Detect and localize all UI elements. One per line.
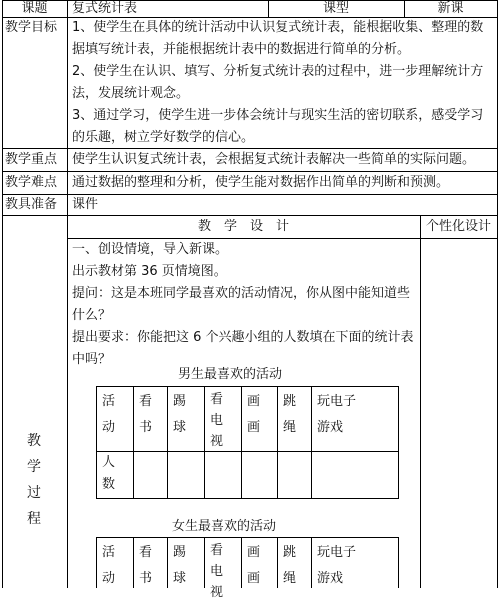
table1-line xyxy=(133,386,134,499)
prep-text: 课件 xyxy=(72,197,99,212)
table2-col-rope xyxy=(283,540,296,592)
row-line-4 xyxy=(2,194,498,195)
process-line: 提出要求：你能把这 6 个兴趣小组的人数填在下面的统计表 xyxy=(72,330,414,345)
table1-col-games xyxy=(317,389,356,441)
table2-line xyxy=(241,537,242,588)
prep-label: 教具准备 xyxy=(5,197,58,212)
key-points-label: 教学重点 xyxy=(5,152,58,167)
goals-line: 1、使学生在具体的统计活动中认识复式统计表，能根据收集、整理的数 xyxy=(72,20,484,35)
col-char: 画 xyxy=(247,545,261,560)
row-line-2 xyxy=(2,148,498,149)
row-line-3 xyxy=(2,171,498,172)
process-label-char: 教 xyxy=(27,433,41,449)
table1-title: 男生最喜欢的活动 xyxy=(178,367,283,382)
goals-line: 的乐趣，树立学好数学的信心。 xyxy=(72,130,255,145)
goals-line: 3、通过学习，使学生进一步体会统计与现实生活的密切联系，感受学习 xyxy=(72,108,484,123)
col-char: 游戏 xyxy=(317,420,344,435)
process-label-char: 学 xyxy=(27,459,41,475)
table2-col-activity xyxy=(102,540,115,592)
table1-line xyxy=(277,386,278,499)
process-line: 中吗？ xyxy=(72,352,112,367)
col-char: 画 xyxy=(247,571,261,586)
table1-col-rope xyxy=(283,389,296,441)
process-line: 出示教材第 36 页情境图。 xyxy=(72,264,227,279)
col-char: 玩电子 xyxy=(317,394,357,409)
table2-title: 女生最喜欢的活动 xyxy=(172,519,277,534)
table2-col-games xyxy=(317,540,356,592)
table2-col-drawing xyxy=(247,540,260,592)
table1-line xyxy=(398,386,399,499)
table1-line xyxy=(96,451,399,452)
table2-line xyxy=(96,537,97,588)
col-char: 书 xyxy=(139,420,153,435)
table1-line xyxy=(96,386,97,499)
type-label: 课型 xyxy=(322,1,349,16)
col-char: 活 xyxy=(102,394,116,409)
col-char: 跳 xyxy=(283,545,297,560)
table2-col-tv xyxy=(210,540,224,600)
col-char: 看 xyxy=(210,543,224,558)
col-char: 跳 xyxy=(283,394,297,409)
table1-line xyxy=(96,386,399,387)
frame-right xyxy=(497,0,498,588)
row-char: 数 xyxy=(102,477,116,492)
difficulties-label: 教学难点 xyxy=(5,175,58,190)
table2-col-reading xyxy=(139,540,152,592)
col-char: 玩电子 xyxy=(317,545,357,560)
table1-col-football xyxy=(173,389,186,441)
personal-divider xyxy=(420,215,421,588)
table2-line xyxy=(204,537,205,588)
col-char: 视 xyxy=(210,434,224,449)
process-line: 什么？ xyxy=(72,308,112,323)
process-label-char: 过 xyxy=(27,485,41,501)
col-char: 踢 xyxy=(173,394,187,409)
design-title: 教 学 设 计 xyxy=(197,219,289,234)
col-char: 书 xyxy=(139,571,153,586)
table1-col-drawing xyxy=(247,389,260,441)
topic-value: 复式统计表 xyxy=(72,1,138,16)
col-char: 球 xyxy=(173,420,187,435)
table2-line xyxy=(398,537,399,588)
goals-line: 2、使学生在认识、填写、分析复式统计表的过程中，进一步理解统计方 xyxy=(72,64,484,79)
table1-col-reading xyxy=(139,389,152,441)
table1-col-tv xyxy=(210,389,223,452)
col-char: 电 xyxy=(210,413,224,428)
table1-line xyxy=(167,386,168,499)
frame-left xyxy=(2,0,3,588)
col-char: 绳 xyxy=(283,420,297,435)
col-char: 踢 xyxy=(173,545,187,560)
table2-col-football xyxy=(173,540,186,592)
col-char: 看 xyxy=(139,394,153,409)
col-char: 活 xyxy=(102,545,116,560)
label-divider xyxy=(67,0,68,588)
col-char: 绳 xyxy=(283,571,297,586)
table1-line xyxy=(241,386,242,499)
table1-line xyxy=(96,498,399,499)
difficulties-text: 通过数据的整理和分析，使学生能对数据作出简单的判断和预测。 xyxy=(72,175,450,190)
personal-title: 个性化设计 xyxy=(425,219,491,234)
table2-line xyxy=(96,537,399,538)
col-char: 球 xyxy=(173,571,187,586)
row-line-1 xyxy=(2,17,498,18)
col-char: 看 xyxy=(210,392,224,407)
row-line-5 xyxy=(2,215,498,216)
table1-line xyxy=(311,386,312,499)
table2-line xyxy=(167,537,168,588)
table2-line xyxy=(311,537,312,588)
topic-label: 课题 xyxy=(21,1,48,16)
col-char: 视 xyxy=(210,585,224,600)
key-points-text: 使学生认识复式统计表，会根据复式统计表解决一些简单的实际问题。 xyxy=(72,152,476,167)
goals-label: 教学目标 xyxy=(5,20,58,35)
row-char: 人 xyxy=(102,455,116,470)
col-char: 看 xyxy=(139,545,153,560)
table1-col-activity xyxy=(102,389,115,441)
col-char: 电 xyxy=(210,564,224,579)
row-line-6 xyxy=(67,238,498,239)
type-value: 新课 xyxy=(437,1,464,16)
table1-row-count xyxy=(102,452,115,496)
process-line: 提问：这是本班同学最喜欢的活动情况，你从图中能知道些 xyxy=(72,286,411,301)
table2-line xyxy=(133,537,134,588)
col-char: 动 xyxy=(102,420,116,435)
table2-line xyxy=(277,537,278,588)
col-char: 动 xyxy=(102,571,116,586)
goals-line: 法，发展统计观念。 xyxy=(72,86,190,101)
col-char: 画 xyxy=(247,394,261,409)
table1-line xyxy=(204,386,205,499)
process-label-char: 程 xyxy=(27,511,41,527)
col-char: 画 xyxy=(247,420,261,435)
goals-line: 据填写统计表，并能根据统计表中的数据进行简单的分析。 xyxy=(72,42,411,57)
process-label xyxy=(14,428,54,532)
process-line: 一、创设情境，导入新课。 xyxy=(72,242,229,257)
col-char: 游戏 xyxy=(317,571,344,586)
